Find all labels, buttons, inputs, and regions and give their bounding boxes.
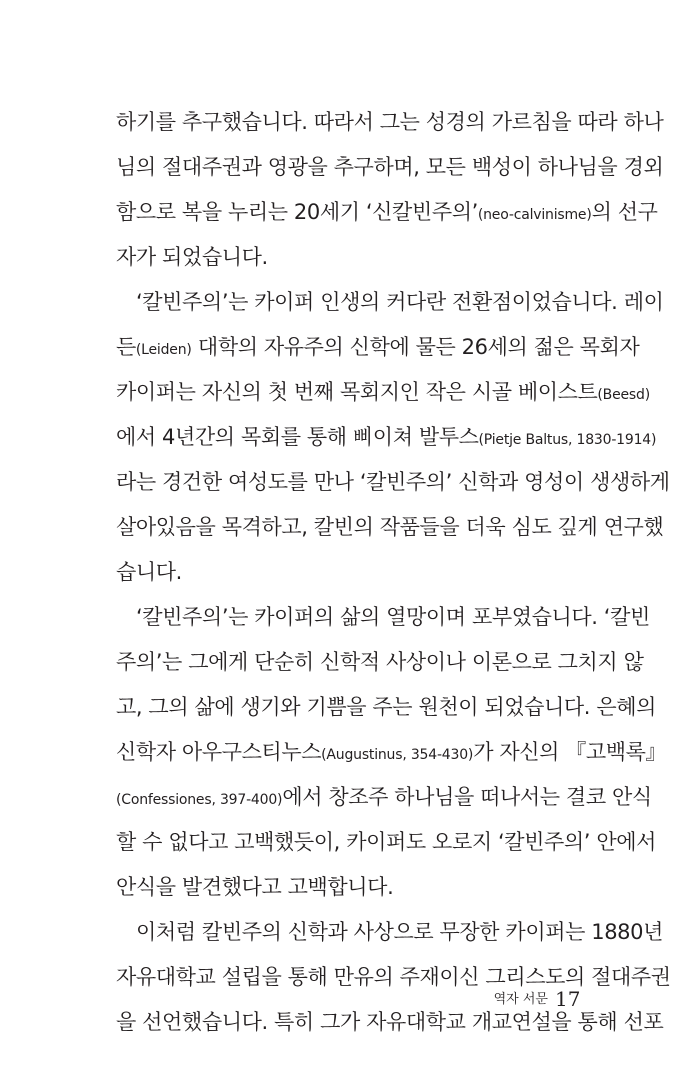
text-line [116, 467, 670, 497]
line-text: ‘칼빈주의’는 카이퍼의 삶의 열망이며 포부였습니다. ‘칼빈 [136, 605, 650, 629]
line-text: 이처럼 칼빈주의 신학과 사상으로 무장한 카이퍼는 1880년 [136, 920, 663, 944]
text-line [136, 287, 664, 317]
text-line [116, 422, 657, 452]
line-text: 님의 절대주권과 영광을 추구하며, 모든 백성이 하나님을 경외 [116, 155, 664, 179]
line-text: 할 수 없다고 고백했듯이, 카이퍼도 오로지 ‘칼빈주의’ 안에서 [116, 830, 657, 854]
line-text: 안식을 발견했다고 고백합니다. [116, 875, 394, 899]
line-text: 하기를 추구했습니다. 따라서 그는 성경의 가르침을 따라 하나 [116, 110, 664, 134]
line-text: 주의’는 그에게 단순히 신학적 사상이나 이론으로 그치지 않 [116, 650, 644, 674]
line-text: 살아있음을 목격하고, 칼빈의 작품들을 더욱 심도 깊게 연구했 [116, 515, 664, 539]
text-line [136, 602, 650, 632]
line-text: 카이퍼는 자신의 첫 번째 목회지인 작은 시골 베이스트 [116, 380, 598, 404]
text-line [116, 512, 664, 542]
line-text: 라는 경건한 여성도를 만나 ‘칼빈주의’ 신학과 영성이 생생하게 [116, 470, 670, 494]
text-line [116, 737, 667, 767]
line-text: 가 자신의 『고백록』 [473, 740, 667, 764]
parenthetical-note: (Beesd) [597, 387, 650, 403]
page-number: 17 [555, 987, 581, 1011]
text-line [116, 152, 664, 182]
line-text: 의 선구 [591, 200, 658, 224]
text-line [116, 377, 650, 407]
text-line [116, 557, 596, 587]
text-line [116, 962, 671, 992]
line-text: 함으로 복을 누리는 20세기 ‘신칼빈주의’ [116, 200, 478, 224]
text-line [116, 647, 644, 677]
line-text: 습니다. [116, 560, 182, 584]
line-text: 자가 되었습니다. [116, 245, 268, 269]
text-line [116, 107, 664, 137]
running-footer-label: 역자 서문 [493, 992, 548, 1007]
line-text: ‘칼빈주의’는 카이퍼 인생의 커다란 전환점이었습니다. 레이 [136, 290, 664, 314]
text-line [116, 197, 658, 227]
text-line [116, 692, 657, 722]
text-line [116, 332, 640, 362]
line-text: 자유대학교 설립을 통해 만유의 주재이신 그리스도의 절대주권 [116, 965, 671, 989]
parenthetical-note: (neo-calvinisme) [477, 207, 592, 223]
text-line [136, 917, 663, 947]
line-text: 에서 4년간의 목회를 통해 삐이쳐 발투스 [116, 425, 479, 449]
line-text: 에서 창조주 하나님을 떠나서는 결코 안식 [282, 785, 652, 809]
text-line [116, 242, 596, 272]
line-text: 을 선언했습니다. 특히 그가 자유대학교 개교연설을 통해 선포 [116, 1010, 664, 1034]
parenthetical-note: (Confessiones, 397-400) [116, 792, 283, 808]
line-text: 든 [116, 335, 136, 359]
line-text: 대학의 자유주의 신학에 물든 26세의 젊은 목회자 [191, 335, 640, 359]
parenthetical-note: (Leiden) [135, 342, 192, 358]
parenthetical-note: (Augustinus, 354-430) [321, 747, 474, 763]
line-text: 신학자 아우구스티누스 [116, 740, 322, 764]
parenthetical-note: (Pietje Baltus, 1830-1914) [478, 432, 657, 448]
line-text: 고, 그의 삶에 생기와 기쁨을 주는 원천이 되었습니다. 은혜의 [116, 695, 657, 719]
text-line [116, 872, 596, 902]
text-line [116, 1007, 664, 1037]
text-line [116, 782, 652, 812]
text-line [116, 827, 657, 857]
